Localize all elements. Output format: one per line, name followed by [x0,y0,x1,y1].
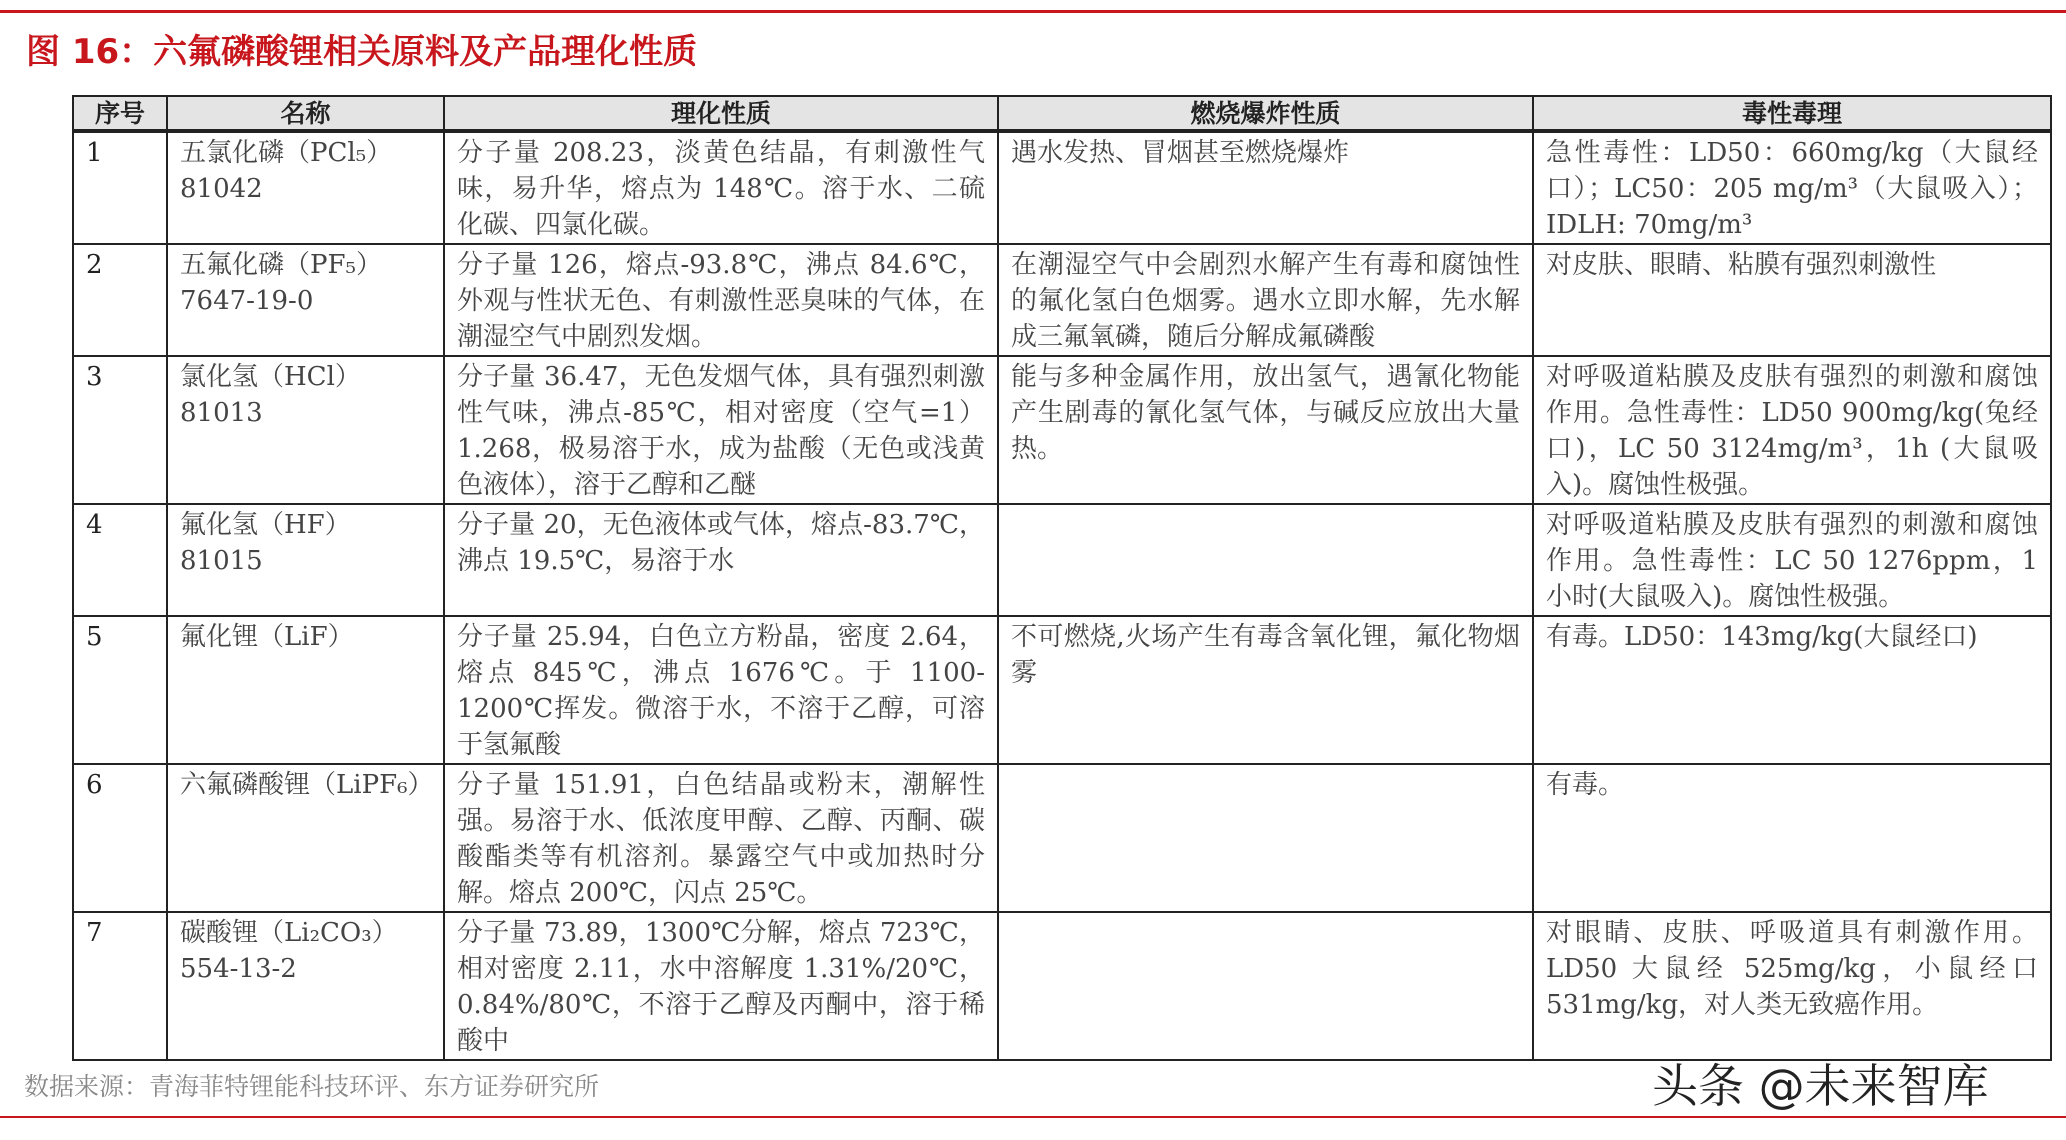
cell-physchem: 分子量 36.47，无色发烟气体，具有强烈刺激性气味，沸点-85℃，相对密度（空气=1）1.268，极易溶于水，成为盐酸（无色或浅黄色液体），溶于乙醇和乙醚 [444,356,998,504]
header-combustion: 燃烧爆炸性质 [998,96,1533,131]
header-physchem: 理化性质 [444,96,998,131]
cell-name [167,356,444,504]
cell-toxicity: 对眼睛、皮肤、呼吸道具有刺激作用。LD50 大鼠经 525mg/kg，小鼠经口 531mg/kg，对人类无致癌作用。 [1533,912,2051,1060]
cell-name [167,244,444,356]
table-row [73,244,2051,356]
properties-table [72,95,2052,1061]
cell-no: 3 [73,356,167,504]
compound-code: 554-13-2 [180,954,297,984]
cell-no: 7 [73,912,167,1060]
header-toxicity: 毒性毒理 [1533,96,2051,131]
cell-toxicity: 有毒。LD50：143mg/kg(大鼠经口) [1533,616,2051,764]
compound-code: 7647-19-0 [180,286,314,316]
cell-combustion: 在潮湿空气中会剧烈水解产生有毒和腐蚀性的氟化氢白色烟雾。遇水立即水解，先水解成三氟氧磷，随后分解成氟磷酸 [998,244,1533,356]
compound-name: 氟化锂（LiF） [180,622,354,652]
cell-combustion: 不可燃烧,火场产生有毒含氧化锂，氟化物烟雾 [998,616,1533,764]
compound-code: 81013 [180,398,263,428]
cell-physchem: 分子量 151.91，白色结晶或粉末，潮解性强。易溶于水、低浓度甲醇、乙醇、丙酮、碳酸酯类等有机溶剂。暴露空气中或加热时分解。熔点 200℃，闪点 25℃。 [444,764,998,912]
cell-physchem: 分子量 73.89，1300℃分解，熔点 723℃，相对密度 2.11，水中溶解度 1.31%/20℃，0.84%/80℃，不溶于乙醇及丙酮中，溶于稀酸中 [444,912,998,1060]
header-no: 序号 [73,96,167,131]
cell-toxicity: 对呼吸道粘膜及皮肤有强烈的刺激和腐蚀作用。急性毒性：LD50 900mg/kg(兔经口)，LC 50 3124mg/m³，1h (大鼠吸入)。腐蚀性极强。 [1533,356,2051,504]
table-row [73,131,2051,244]
cell-physchem: 分子量 208.23，淡黄色结晶，有刺激性气味，易升华，熔点为 148℃。溶于水、二硫化碳、四氯化碳。 [444,131,998,244]
compound-name: 五氯化磷（PCl₅） [180,138,393,168]
cell-physchem: 分子量 25.94，白色立方粉晶，密度 2.64，熔点 845℃，沸点 1676℃。于 1100-1200℃挥发。微溶于水，不溶于乙醇，可溶于氢氟酸 [444,616,998,764]
cell-combustion: 遇水发热、冒烟甚至燃烧爆炸 [998,131,1533,244]
cell-no: 5 [73,616,167,764]
table-row [73,912,2051,1060]
figure-title: 图 16：六氟磷酸锂相关原料及产品理化性质 [26,32,698,72]
cell-no: 1 [73,131,167,244]
header-name: 名称 [167,96,444,131]
compound-code: 81015 [180,546,263,576]
compound-name: 碳酸锂（Li₂CO₃） [180,918,398,948]
compound-name: 氟化氢（HF） [180,510,351,540]
table-row [73,356,2051,504]
cell-no: 6 [73,764,167,912]
cell-physchem: 分子量 126，熔点-93.8℃，沸点 84.6℃，外观与性状无色、有刺激性恶臭味的气体，在潮湿空气中剧烈发烟。 [444,244,998,356]
cell-name [167,131,444,244]
top-rule [0,10,2066,13]
cell-no: 2 [73,244,167,356]
cell-name [167,616,444,764]
table-row [73,504,2051,616]
cell-name [167,764,444,912]
compound-name: 氯化氢（HCl） [180,362,361,392]
bottom-rule [0,1116,2066,1118]
source-note: 数据来源：青海菲特锂能科技环评、东方证券研究所 [24,1072,600,1101]
cell-toxicity: 对皮肤、眼睛、粘膜有强烈刺激性 [1533,244,2051,356]
cell-toxicity: 急性毒性：LD50：660mg/kg（大鼠经口）；LC50：205 mg/m³（大鼠吸入）；IDLH: 70mg/m³ [1533,131,2051,244]
compound-code: 81042 [180,174,263,204]
table-row [73,764,2051,912]
compound-name: 六氟磷酸锂（LiPF₆） [180,770,434,800]
cell-name [167,504,444,616]
cell-toxicity: 有毒。 [1533,764,2051,912]
watermark: 头条 @未来智库 [1652,1059,1989,1113]
cell-physchem: 分子量 20，无色液体或气体，熔点-83.7℃，沸点 19.5℃，易溶于水 [444,504,998,616]
cell-combustion [998,764,1533,912]
cell-toxicity: 对呼吸道粘膜及皮肤有强烈的刺激和腐蚀作用。急性毒性：LC 50 1276ppm，1 小时(大鼠吸入)。腐蚀性极强。 [1533,504,2051,616]
table-header-row [73,96,2051,131]
cell-combustion: 能与多种金属作用，放出氢气，遇氰化物能产生剧毒的氰化氢气体，与碱反应放出大量热。 [998,356,1533,504]
compound-name: 五氟化磷（PF₅） [180,250,382,280]
cell-name [167,912,444,1060]
cell-combustion [998,504,1533,616]
cell-combustion [998,912,1533,1060]
table-row [73,616,2051,764]
cell-no: 4 [73,504,167,616]
